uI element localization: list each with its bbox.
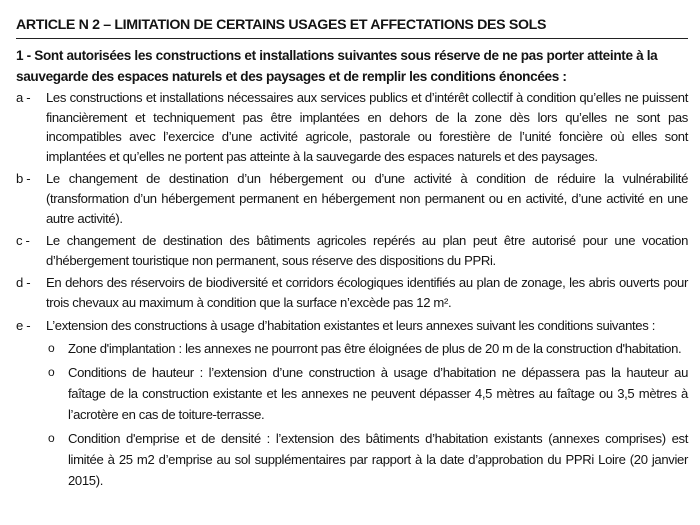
circle-bullet-icon: o (48, 341, 55, 356)
list-item-c (16, 231, 688, 270)
item-marker: a - (16, 90, 31, 105)
sublist-item-hauteur (48, 362, 688, 425)
extension-conditions-sublist (48, 338, 688, 491)
title-underline (16, 38, 688, 39)
sublist-item-emprise (48, 428, 688, 491)
conditions-list (16, 88, 688, 335)
circle-bullet-icon: o (48, 365, 55, 380)
item-marker: b - (16, 171, 31, 187)
subitem-text: Condition d'emprise et de densité : l’extension des bâtiments d’habitation existants (annexes comprises) est limitée à 25 m2 d’emprise au sol supplémentaires par rapport à la date d’approbation du PPRi Loire (20 janvier 2015). (68, 431, 688, 489)
article-title: ARTICLE N 2 – LIMITATION DE CERTAINS USAGES ET AFFECTATIONS DES SOLS (16, 17, 547, 33)
item-text: Le changement de destination d’un hébergement ou d’une activité à condition de réduire la vulnérabilité (transformation d’un hébergement permanent en hébergement non permanent ou en activité, d’une activité en une autre activité). (46, 171, 688, 226)
item-text: Les constructions et installations nécessaires aux services publics et d’intérêt collectif à condition qu’elles ne puissent financièrement et techniquement pas être implantées en dehors de la zone dès lors qu’elles ne sont pas incompatibles avec l’exercice d’une activité agricole, pastorale ou forestière de l’unité foncière où elles sont implantées et qu’elles ne portent pas atteinte à la sauvegarde des espaces naturels et des paysages. (46, 90, 688, 164)
list-item-d (16, 273, 688, 312)
subitem-text: Zone d'implantation : les annexes ne pourront pas être éloignées de plus de 20 m de la construction d'habitation. (68, 341, 682, 357)
list-item-b (16, 169, 688, 228)
item-text: En dehors des réservoirs de biodiversité et corridors écologiques identifiés au plan de zonage, les abris ouverts pour trois chevaux au maximum à condition que la surface n’excède pas 12 m². (46, 275, 688, 310)
item-marker: c - (16, 233, 30, 249)
section-heading: 1 - Sont autorisées les constructions et installations suivantes sous réserve de ne pas porter atteinte à la sauvegarde des espaces naturels et des paysages et de remplir les conditions énoncées : (16, 48, 658, 84)
item-text: Le changement de destination des bâtiments agricoles repérés au plan peut être autorisé pour une vocation d’hébergement touristique non permanent, sous réserve des dispositions du PPRi. (46, 233, 688, 268)
circle-bullet-icon: o (48, 431, 55, 446)
item-marker: d - (16, 275, 31, 291)
subitem-text: Conditions de hauteur : l’extension d’une construction à usage d’habitation ne dépassera pas la hauteur au faîtage de la construction existante et les annexes ne peuvent dépasser 4,5 mètres au faîtage ou 3,5 mètres à l’acrotère en cas de toiture-terrasse. (68, 365, 688, 423)
list-item-e (16, 316, 688, 336)
item-marker: e - (16, 317, 31, 333)
list-item-a (16, 88, 688, 166)
sublist-item-zone (48, 338, 688, 359)
item-text: L’extension des constructions à usage d’habitation existantes et leurs annexes suivant les conditions suivantes : (46, 317, 655, 333)
